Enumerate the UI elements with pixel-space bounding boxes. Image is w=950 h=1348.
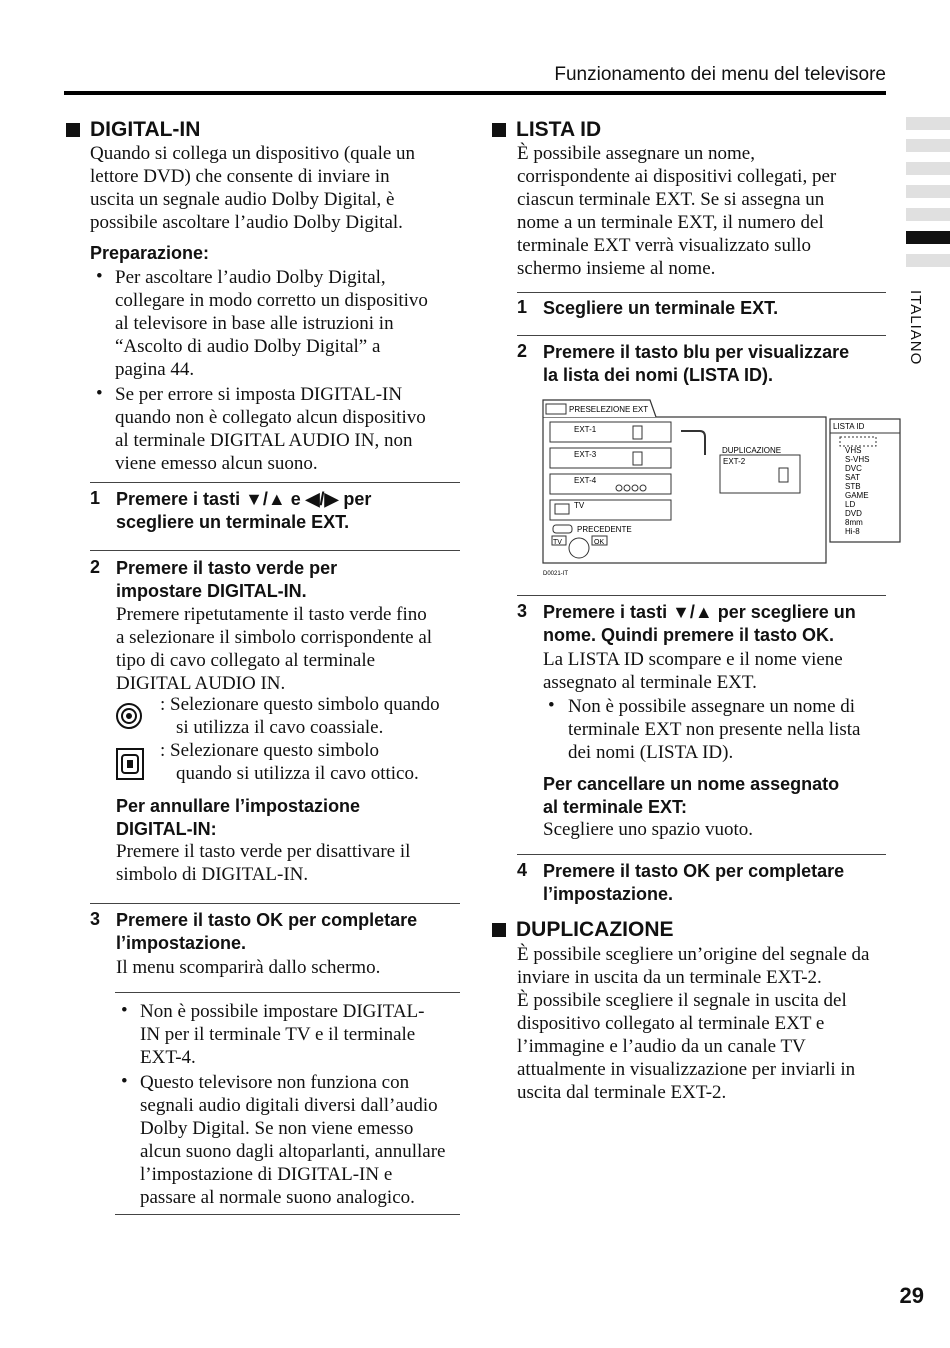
audio-icon xyxy=(640,485,646,491)
bullet-square-icon xyxy=(66,123,80,137)
cancel-text: Premere il tasto verde per disattivare il simbolo di DIGITAL-IN. xyxy=(116,841,411,885)
section-tab xyxy=(906,254,950,267)
header-rule xyxy=(64,91,886,95)
note-2: Questo televisore non funziona con segnali audio digitali diversi dall’audio Dolby Digital. Se non viene emesso alcun suono dagli altoparlanti, annullare l’impostazione di DIGITAL-IN e passare al normale suono analogico. xyxy=(140,1072,446,1208)
step-number: 2 xyxy=(90,557,101,577)
section-tab xyxy=(906,208,950,221)
bullet-dot: • xyxy=(96,266,103,287)
bullet-square-icon xyxy=(492,923,506,937)
dup-label: DUPLICAZIONE xyxy=(722,446,782,455)
optical-icon xyxy=(779,468,788,482)
lista-id-intro: È possibile assegnare un nome, corrispondente ai dispositivi collegati, per ciascun terminale EXT. Se si assegna un nome a un terminale EXT, il numero del terminale EXT verrà visualizzato sullo schermo insieme al nome. xyxy=(517,143,837,279)
menu-diagram xyxy=(540,395,902,580)
audio-icon xyxy=(624,485,630,491)
bullet-dot: • xyxy=(548,695,555,716)
lista-item: GAME xyxy=(845,491,869,500)
step-3-text: La LISTA ID scompare e il nome viene assegnato al terminale EXT. xyxy=(543,649,843,693)
lista-item: LD xyxy=(845,500,856,509)
section-tab-active xyxy=(906,231,950,244)
row-ext1-label: EXT-1 xyxy=(574,425,597,434)
step-3-instruction: Premere il tasto OK per completare l’impostazione. xyxy=(116,910,418,953)
coaxial-icon xyxy=(115,702,143,730)
lista-item: 8mm xyxy=(845,518,863,527)
lista-item: STB xyxy=(845,482,861,491)
step-number: 3 xyxy=(90,909,101,929)
list-empty-slot xyxy=(840,437,876,446)
lista-step-4: Premere il tasto OK per completare l’impostazione. xyxy=(543,861,845,904)
row-tv xyxy=(550,500,671,520)
divider xyxy=(517,292,886,293)
divider xyxy=(90,903,460,904)
step-number: 1 xyxy=(90,488,101,508)
divider xyxy=(115,992,460,993)
prep-bullet-1: Per ascoltare l’audio Dolby Digital, collegare in modo corretto un dispositivo al televisore in base alle istruzioni in “Ascolto di audio Dolby Digital” a pagina 44. xyxy=(115,267,428,380)
optical-icon xyxy=(633,452,642,465)
row-ext3-label: EXT-3 xyxy=(574,450,597,459)
row-ext1 xyxy=(550,422,671,442)
menu-panel xyxy=(543,417,826,563)
divider xyxy=(517,335,886,336)
back-button xyxy=(553,525,572,533)
divider xyxy=(115,1214,460,1215)
section-tab xyxy=(906,162,950,175)
prep-title: Preparazione: xyxy=(90,243,210,263)
optical-icon xyxy=(633,426,642,439)
tab-label: PRESELEZIONE EXT xyxy=(569,405,649,414)
section-tab xyxy=(906,185,950,198)
language-label: ITALIANO xyxy=(907,290,924,366)
bullet-square-icon xyxy=(492,123,506,137)
lista-item: S-VHS xyxy=(845,455,870,464)
cancel-title: Per annullare l’impostazione DIGITAL-IN: xyxy=(116,796,361,839)
running-header: Funzionamento dei menu del televisore xyxy=(554,64,886,85)
connector xyxy=(681,431,705,455)
step-number: 2 xyxy=(517,341,528,361)
cancel-name-title: Per cancellare un nome assegnato al terminale EXT: xyxy=(543,774,840,817)
digital-in-intro: Quando si collega un dispositivo (quale un lettore DVD) che consente di inviare in uscita un segnale audio Dolby Digital, è possibile ascoltare l’audio Dolby Digital. xyxy=(90,143,416,233)
dup-value: EXT-2 xyxy=(723,457,746,466)
row-ext3 xyxy=(550,448,671,468)
step-2-instruction: Premere il tasto verde per impostare DIGITAL-IN. xyxy=(116,558,338,601)
lista-step-1: Scegliere un terminale EXT. xyxy=(543,298,779,318)
step-number: 3 xyxy=(517,601,528,621)
divider xyxy=(90,550,460,551)
step-number: 4 xyxy=(517,860,528,880)
divider xyxy=(90,482,460,483)
divider xyxy=(517,854,886,855)
step-2-text: Premere ripetutamente il tasto verde fino a selezionare il simbolo corrispondente al tipo di cavo collegato al terminale DIGITAL AUDIO IN. xyxy=(116,604,433,694)
bullet-dot: • xyxy=(121,1071,128,1092)
lista-step-3: Premere i tasti ▼/▲ per scegliere un nome. Quindi premere il tasto OK. xyxy=(543,602,856,645)
section-tab xyxy=(906,117,950,130)
prep-bullet-2: Se per errore si imposta DIGITAL-IN quando non è collegato alcun dispositivo al terminale DIGITAL AUDIO IN, non viene emesso alcun suono. xyxy=(115,384,426,474)
lista-item: Hi-8 xyxy=(845,527,860,536)
duplicazione-text: È possibile scegliere un’origine del segnale da inviare in uscita da un terminale EXT-2. È possibile scegliere il segnale in uscita del dispositivo collegato al terminale EXT e l’immagine e l’audio da un canale TV attualmente in visualizzazione per inviarli in uscita dal terminale EXT-2. xyxy=(517,944,870,1103)
note-1: Non è possibile impostare DIGITAL- IN per il terminale TV e il terminale EXT-4. xyxy=(140,1001,425,1068)
section-tab xyxy=(906,139,950,152)
lista-item: VHS xyxy=(845,446,862,455)
row-tv-label: TV xyxy=(574,501,585,510)
step-number: 1 xyxy=(517,297,528,317)
lista-items xyxy=(845,446,869,536)
lista-title: LISTA ID xyxy=(833,422,865,431)
lista-item: DVC xyxy=(845,464,862,473)
lista-step-2: Premere il tasto blu per visualizzare la lista dei nomi (LISTA ID). xyxy=(543,342,850,385)
dpad-icon xyxy=(569,538,589,558)
optical-icon xyxy=(116,748,144,780)
section-title-lista-id: LISTA ID xyxy=(492,118,601,142)
audio-icon xyxy=(632,485,638,491)
ok-button-label: OK xyxy=(594,539,605,546)
row-ext4 xyxy=(550,474,671,494)
tv-icon xyxy=(555,504,569,514)
tv-button-label: TV xyxy=(553,539,562,546)
cancel-name-text: Scegliere uno spazio vuoto. xyxy=(543,819,754,840)
step-1-instruction: Premere i tasti ▼/▲ e ◀/▶ per scegliere un terminale EXT. xyxy=(116,489,372,532)
step-3-text: Il menu scomparirà dallo schermo. xyxy=(116,957,381,978)
lista-item: DVD xyxy=(845,509,862,518)
section-title-duplicazione: DUPLICAZIONE xyxy=(492,918,674,942)
page-number: 29 xyxy=(899,1283,924,1308)
lista-item: SAT xyxy=(845,473,860,482)
row-ext4-label: EXT-4 xyxy=(574,476,597,485)
bullet-dot: • xyxy=(121,1000,128,1021)
divider xyxy=(517,595,886,596)
optical-description: : Selezionare questo simbolo quando si utilizza il cavo ottico. xyxy=(160,740,419,784)
coax-description: : Selezionare questo simbolo quando si utilizza il cavo coassiale. xyxy=(160,694,440,738)
audio-icon xyxy=(616,485,622,491)
step-3-bullet: Non è possibile assegnare un nome di terminale EXT non presente nella lista dei nomi (LISTA ID). xyxy=(568,696,861,763)
bullet-dot: • xyxy=(96,383,103,404)
back-label: PRECEDENTE xyxy=(577,525,632,534)
diagram-code: D0021-IT xyxy=(543,571,569,577)
section-title-digital-in: DIGITAL-IN xyxy=(66,118,200,142)
